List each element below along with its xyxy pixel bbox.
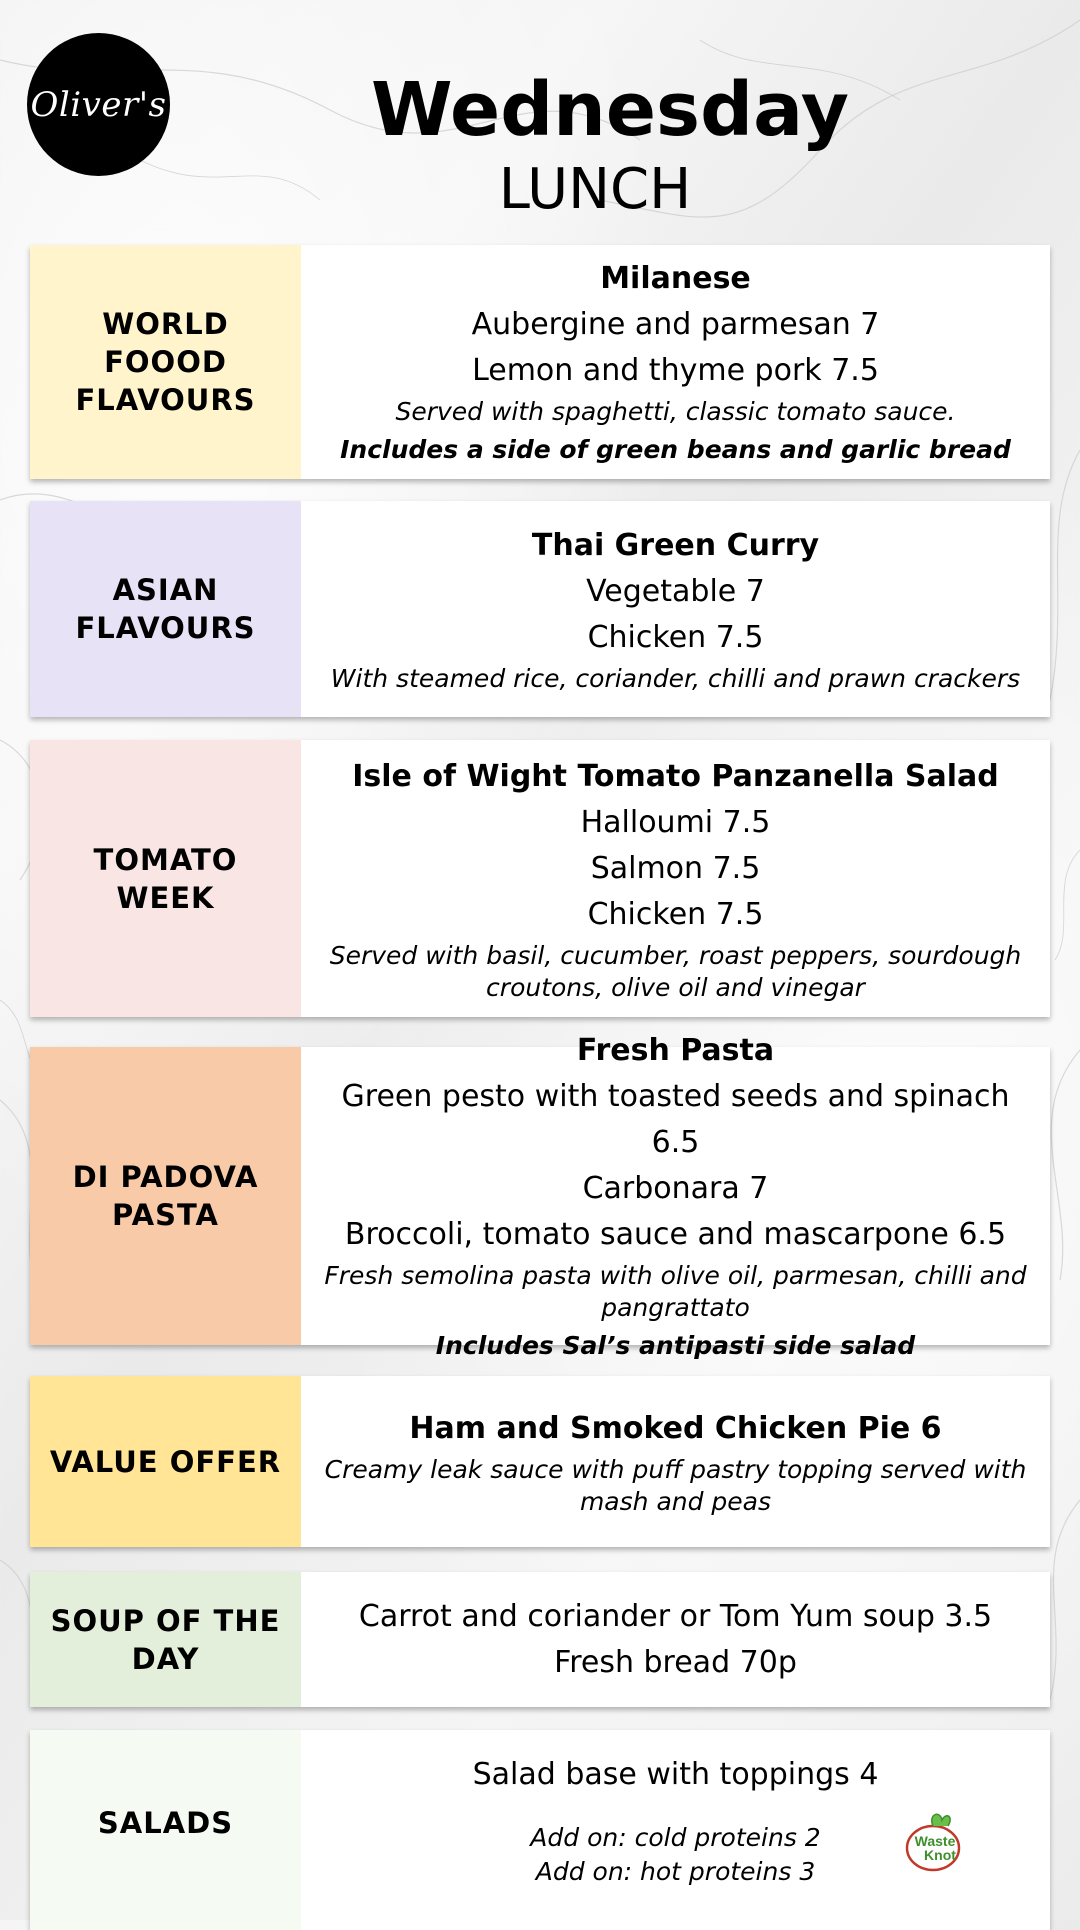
section-label-text: DI PADOVA PASTA [72, 1160, 259, 1232]
section-label [30, 245, 301, 479]
section-content [301, 1572, 1050, 1707]
section-content [301, 740, 1050, 1017]
menu-option: Chicken 7.5 [587, 620, 764, 655]
dish-name: Thai Green Curry [531, 528, 820, 563]
section-content [301, 1376, 1050, 1547]
waste-knot-logo [900, 1808, 970, 1878]
logo-text: Oliver's [30, 84, 167, 125]
dish-description: Served with basil, cucumber, roast peppers, sourdough croutons, olive oil and vinegar [329, 940, 1022, 1002]
dish-name: Fresh Pasta [576, 1033, 775, 1068]
day-title: Wednesday [371, 67, 849, 153]
section-label [30, 1376, 301, 1547]
section-content [301, 501, 1050, 717]
menu-option: Aubergine and parmesan 7 [471, 307, 880, 342]
section-label-text: SALADS [97, 1806, 234, 1840]
section-label [30, 501, 301, 717]
addon-item: Add on: hot proteins 3 [535, 1857, 816, 1886]
menu-option: Halloumi 7.5 [580, 804, 771, 840]
menu-option: Carbonara 7 [582, 1171, 769, 1206]
menu-section-world-food [30, 245, 1050, 479]
menu-option: Lemon and thyme pork 7.5 [472, 353, 879, 388]
menu-option: Chicken 7.5 [587, 896, 764, 932]
menu-option: Broccoli, tomato sauce and mascarpone 6.5 [344, 1217, 1007, 1252]
meal-title: LUNCH [498, 157, 692, 222]
dish-note: Includes a side of green beans and garlic bread [340, 435, 1011, 464]
section-label-text: WORLD FOOOD FLAVOURS [75, 307, 256, 417]
menu-section-asian [30, 501, 1050, 717]
dish-description: Creamy leak sauce with puff pastry topping served with mash and peas [324, 1454, 1027, 1516]
menu-section-di-padova-pasta [30, 1033, 1050, 1360]
menu-option: Salmon 7.5 [590, 850, 761, 886]
menu-section-tomato-week [30, 740, 1050, 1017]
dish-name: Milanese [600, 261, 751, 296]
dish-name: Isle of Wight Tomato Panzanella Salad [352, 758, 999, 794]
section-label [30, 1730, 301, 1930]
menu-section-value-offer [30, 1376, 1050, 1547]
waste-logo-line2: Knot [924, 1847, 956, 1863]
section-label-text: TOMATO WEEK [93, 842, 238, 915]
dish-description: Served with spaghetti, classic tomato sauce. [395, 397, 956, 426]
section-label [30, 1572, 301, 1707]
olivers-logo [27, 33, 170, 176]
addon-item: Add on: cold proteins 2 [530, 1823, 821, 1852]
dish-name: Ham and Smoked Chicken Pie 6 [409, 1410, 942, 1446]
menu-option: Fresh bread 70p [554, 1644, 797, 1680]
section-label-text: VALUE OFFER [49, 1444, 282, 1479]
section-label-text: SOUP OF THE DAY [50, 1603, 281, 1676]
menu-option: Carrot and coriander or Tom Yum soup 3.5 [358, 1598, 993, 1634]
menu-section-salads [30, 1730, 1050, 1930]
waste-logo-line1: Waste [914, 1833, 956, 1849]
dish-note: Includes Sal’s antipasti side salad [435, 1331, 916, 1360]
dish-description: Fresh semolina pasta with olive oil, parmesan, chilli and pangrattato [324, 1261, 1027, 1322]
section-label [30, 740, 301, 1017]
section-content [301, 245, 1050, 479]
menu-option: Vegetable 7 [586, 574, 765, 609]
menu-option: Salad base with toppings 4 [472, 1757, 879, 1792]
section-label-text: ASIAN FLAVOURS [75, 573, 256, 645]
section-label [30, 1047, 301, 1345]
menu-section-soup [30, 1572, 1050, 1707]
dish-description: With steamed rice, coriander, chilli and prawn crackers [330, 664, 1021, 693]
menu-option: Green pesto with toasted seeds and spinach 6.5 [341, 1079, 1010, 1160]
section-content [301, 1033, 1050, 1360]
